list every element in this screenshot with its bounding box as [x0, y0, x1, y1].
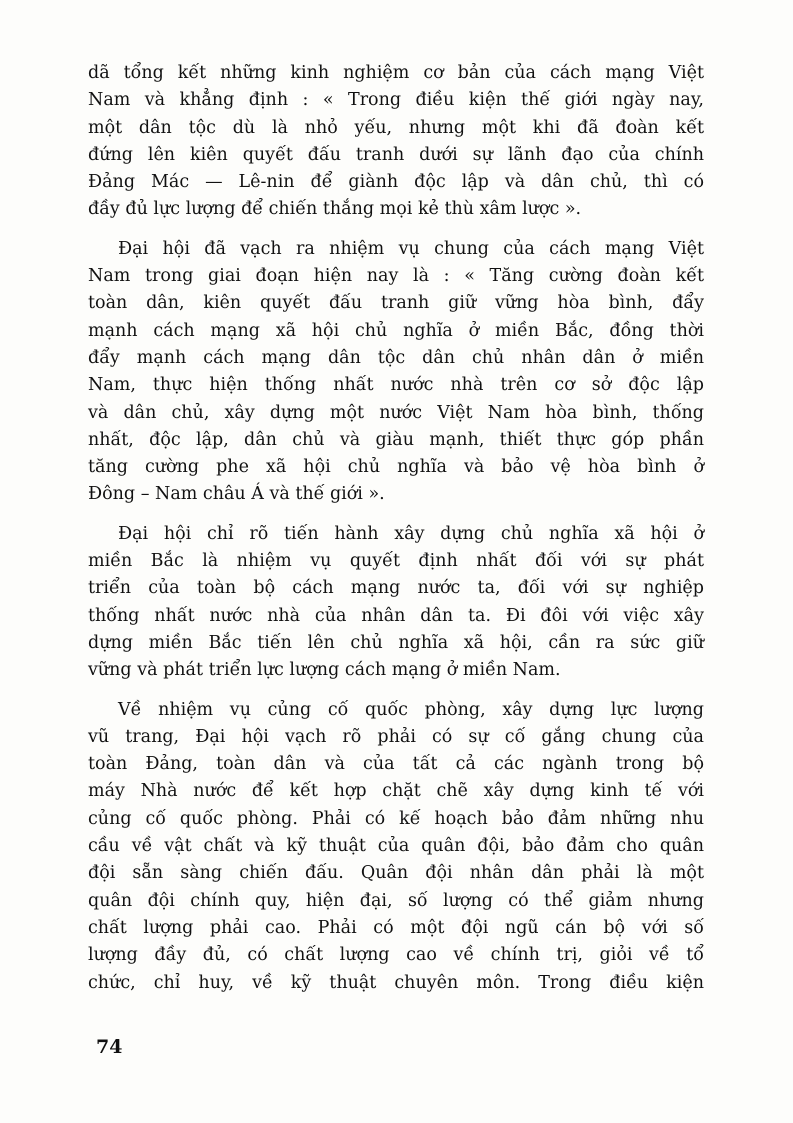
text-line: quân đội chính quy, hiện đại, số lượng có thể giảm nhưng — [88, 890, 704, 911]
text-line: và dân chủ, xây dựng một nước Việt Nam hòa bình, thống — [88, 402, 704, 423]
text-line: chức, chỉ huy, về kỹ thuật chuyên môn. Trong điều kiện — [88, 972, 704, 993]
text-line: Đại hội đã vạch ra nhiệm vụ chung của cách mạng Việt — [118, 238, 704, 259]
text-line: Nam và khẳng định : « Trong điều kiện thế giới ngày nay, — [88, 90, 704, 111]
text-line: máy Nhà nước để kết hợp chặt chẽ xây dựng kinh tế với — [88, 781, 704, 802]
paragraph-2 — [88, 236, 704, 509]
text-line: đẩy mạnh cách mạng dân tộc dân chủ nhân dân ở miền — [88, 347, 704, 368]
text-line: Nam trong giai đoạn hiện nay là : « Tăng cường đoàn kết — [88, 266, 704, 287]
text-line: Đảng Mác — Lê-nin để giành độc lập và dân chủ, thì có — [88, 172, 704, 193]
text-line: mạnh cách mạng xã hội chủ nghĩa ở miền Bắc, đồng thời — [88, 320, 704, 341]
text-line: Về nhiệm vụ củng cố quốc phòng, xây dựng lực lượng — [118, 699, 704, 720]
paragraph-3 — [88, 521, 704, 685]
text-line: tăng cường phe xã hội chủ nghĩa và bảo vệ hòa bình ở — [88, 457, 704, 478]
body-text — [88, 60, 704, 1009]
text-line: nhất, độc lập, dân chủ và giàu mạnh, thiết thực góp phần — [88, 429, 704, 450]
text-line: dựng miền Bắc tiến lên chủ nghĩa xã hội, cần ra sức giữ — [88, 632, 704, 653]
text-line: vững và phát triển lực lượng cách mạng ở miền Nam. — [88, 660, 561, 681]
text-line: miền Bắc là nhiệm vụ quyết định nhất đối với sự phát — [88, 551, 704, 572]
text-line: chất lượng phải cao. Phải có một đội ngũ cán bộ với số — [88, 917, 704, 938]
page-number: 74 — [96, 1036, 123, 1058]
text-line: củng cố quốc phòng. Phải có kế hoạch bảo đảm những nhu — [88, 808, 704, 829]
text-line: thống nhất nước nhà của nhân dân ta. Đi đôi với việc xây — [88, 605, 704, 626]
paragraph-1 — [88, 60, 704, 224]
paragraph-4 — [88, 697, 704, 997]
text-line: Nam, thực hiện thống nhất nước nhà trên cơ sở độc lập — [88, 375, 704, 396]
text-line: toàn dân, kiên quyết đấu tranh giữ vững hòa bình, đẩy — [88, 293, 704, 314]
text-line: triển của toàn bộ cách mạng nước ta, đối với sự nghiệp — [88, 578, 704, 599]
text-line: đứng lên kiên quyết đấu tranh dưới sự lãnh đạo của chính — [88, 144, 704, 165]
text-line: một dân tộc dù là nhỏ yếu, nhưng một khi đã đoàn kết — [88, 117, 704, 138]
text-line: cầu về vật chất và kỹ thuật của quân đội, bảo đảm cho quân — [88, 836, 704, 857]
text-line: vũ trang, Đại hội vạch rõ phải có sự cố gắng chung của — [88, 726, 704, 747]
text-line: Đông – Nam châu Á và thế giới ». — [88, 484, 385, 505]
text-line: đội sẵn sàng chiến đấu. Quân đội nhân dân phải là một — [88, 863, 704, 884]
text-line: Đại hội chỉ rõ tiến hành xây dựng chủ nghĩa xã hội ở — [118, 523, 704, 544]
text-line: đầy đủ lực lượng để chiến thắng mọi kẻ thù xâm lược ». — [88, 199, 582, 220]
text-line: dã tổng kết những kinh nghiệm cơ bản của cách mạng Việt — [88, 63, 704, 83]
text-line: lượng đầy đủ, có chất lượng cao về chính trị, giỏi về tổ — [88, 945, 704, 966]
text-line: toàn Đảng, toàn dân và của tất cả các ngành trong bộ — [88, 754, 704, 775]
